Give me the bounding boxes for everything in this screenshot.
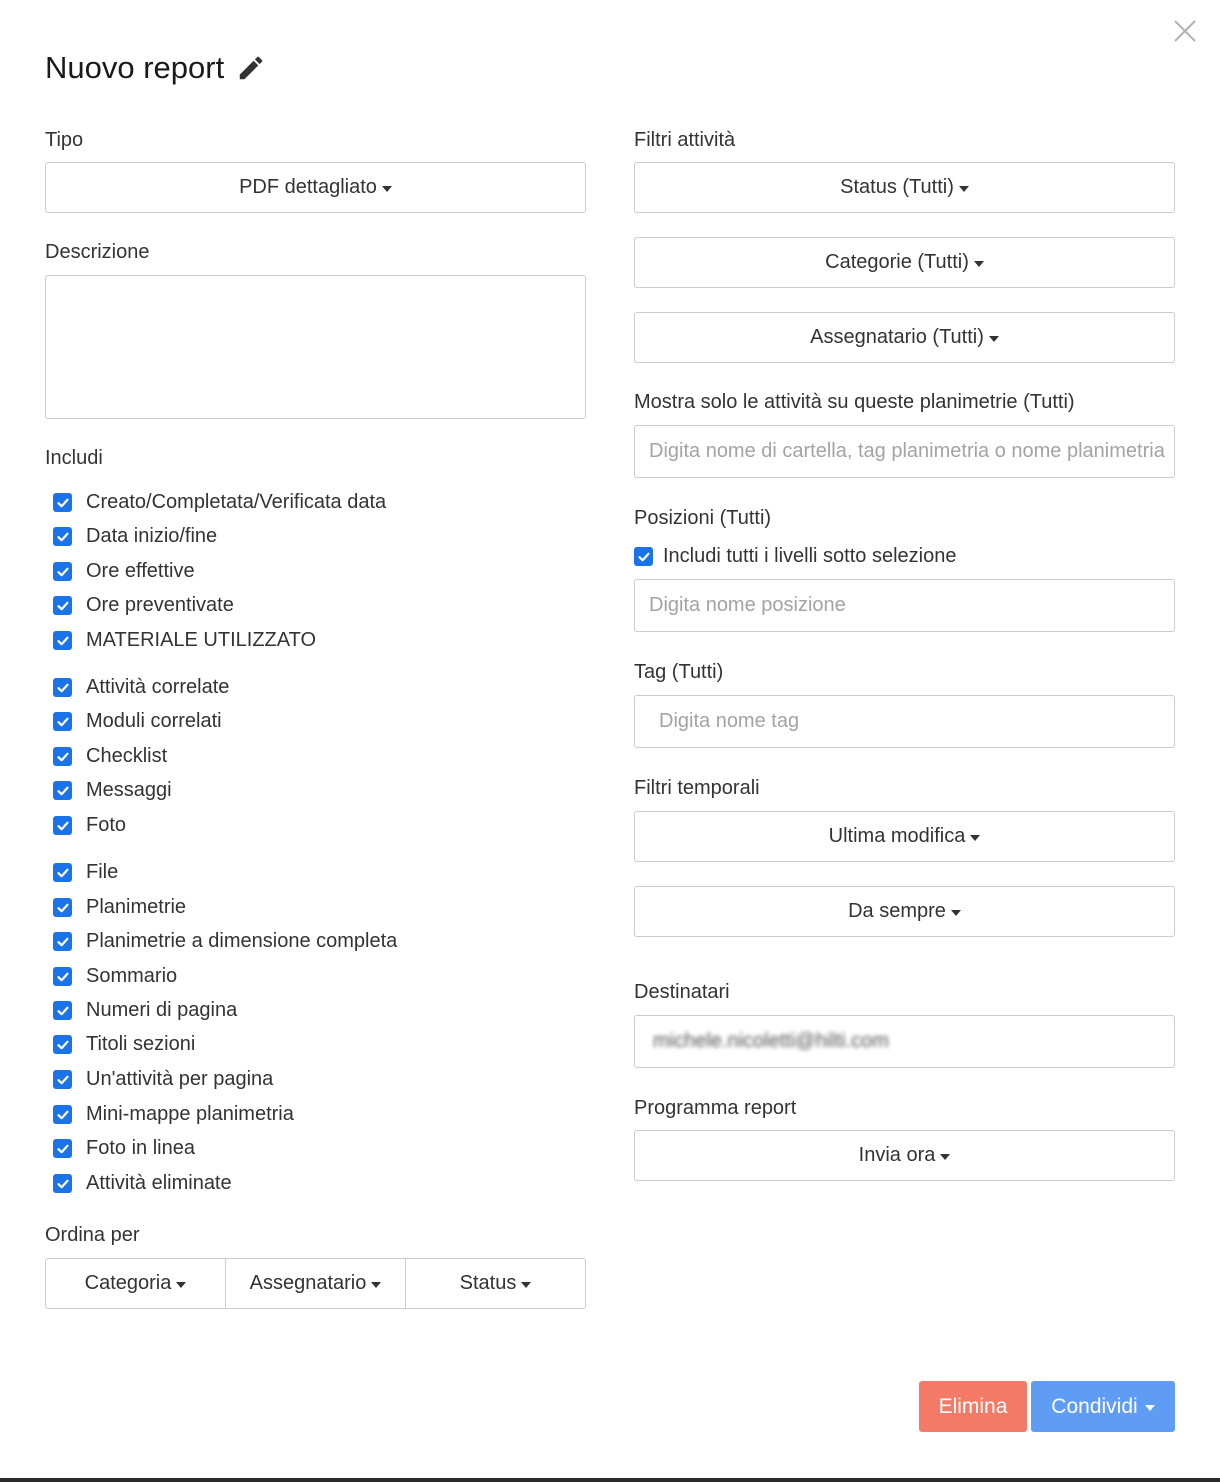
includi-item (53, 594, 234, 617)
includi-checkbox[interactable] (53, 1001, 72, 1020)
includi-checkbox[interactable] (53, 863, 72, 882)
includi-checkbox[interactable] (53, 678, 72, 697)
includi-item (53, 861, 118, 884)
elimina-label: Elimina (938, 1394, 1008, 1418)
includi-checkbox[interactable] (53, 527, 72, 546)
includi-item (53, 1103, 294, 1126)
check-icon (56, 496, 70, 510)
includi-checkbox[interactable] (53, 712, 72, 731)
planimetrie-label: Mostra solo le attività su queste planimetrie (Tutti) (634, 391, 1075, 413)
includi-item-label: Planimetrie (86, 896, 187, 918)
includi-item (53, 1033, 195, 1056)
check-icon (56, 715, 70, 729)
includi-item (53, 999, 237, 1022)
programma-label: Programma report (634, 1097, 797, 1119)
close-icon[interactable] (1172, 18, 1198, 44)
caret-down-icon (959, 186, 969, 192)
includi-checkbox[interactable] (53, 1070, 72, 1089)
caret-down-icon (371, 1282, 381, 1288)
status-dropdown-label: Status (Tutti) (840, 176, 954, 198)
posizioni-label: Posizioni (Tutti) (634, 507, 772, 529)
tipo-label: Tipo (45, 129, 84, 151)
descrizione-textarea[interactable] (45, 275, 586, 419)
check-icon (56, 1108, 70, 1122)
ordina-status-dropdown[interactable] (406, 1258, 586, 1309)
check-icon (56, 1004, 70, 1018)
includi-checkbox[interactable] (53, 631, 72, 650)
check-icon (56, 750, 70, 764)
includi-item-label: Un'attività per pagina (86, 1068, 274, 1090)
ordina-button-group (45, 1258, 586, 1309)
includi-item (53, 779, 172, 802)
check-icon (56, 935, 70, 949)
caret-down-icon (970, 835, 980, 841)
check-icon (637, 550, 651, 564)
caret-down-icon (521, 1282, 531, 1288)
includi-checkbox[interactable] (53, 1139, 72, 1158)
ordina-assegnatario-label: Assegnatario (249, 1272, 367, 1294)
categorie-dropdown-label: Categorie (Tutti) (825, 251, 969, 273)
includi-item-label: MATERIALE UTILIZZATO (86, 629, 317, 651)
includi-item-label: Mini-mappe planimetria (86, 1103, 294, 1125)
ordina-categoria-dropdown[interactable] (45, 1258, 226, 1309)
pencil-icon[interactable] (236, 53, 266, 83)
includi-checkbox[interactable] (53, 493, 72, 512)
ordina-label: Ordina per (45, 1224, 140, 1246)
destinatari-label: Destinatari (634, 981, 730, 1003)
check-icon (56, 901, 70, 915)
condividi-button[interactable] (1031, 1381, 1175, 1432)
includi-item-label: Foto in linea (86, 1137, 195, 1159)
tipo-value: PDF dettagliato (239, 176, 377, 198)
modal-header (45, 50, 266, 86)
ordina-status-label: Status (459, 1272, 517, 1294)
includi-item (53, 491, 386, 514)
destinatari-email: michele.nicoletti@hilti.com (653, 1030, 889, 1052)
check-icon (56, 866, 70, 880)
includi-item-label: Creato/Completata/Verificata data (86, 491, 387, 513)
includi-checkbox[interactable] (53, 1105, 72, 1124)
includi-item-label: Sommario (86, 965, 178, 987)
da-sempre-label: Da sempre (848, 900, 946, 922)
caret-down-icon (951, 910, 961, 916)
includi-item-label: Moduli correlati (86, 710, 222, 732)
includi-checkbox[interactable] (53, 562, 72, 581)
programma-value: Invia ora (858, 1144, 936, 1166)
check-icon (56, 819, 70, 833)
includi-item-label: Foto (86, 814, 127, 836)
check-icon (56, 681, 70, 695)
check-icon (56, 634, 70, 648)
includi-checkbox[interactable] (53, 967, 72, 986)
includi-checkbox[interactable] (53, 816, 72, 835)
check-icon (56, 784, 70, 798)
check-icon (56, 599, 70, 613)
ordina-categoria-label: Categoria (84, 1272, 172, 1294)
includi-item (53, 745, 167, 768)
bottom-divider (0, 1478, 1220, 1482)
includi-item (53, 525, 217, 548)
includi-item (53, 629, 316, 652)
caret-down-icon (176, 1282, 186, 1288)
includi-item (53, 896, 186, 919)
ultima-modifica-dropdown[interactable] (634, 811, 1175, 862)
planimetrie-input[interactable]: Digita nome di cartella, tag planimetria o nome planimetria (634, 425, 1175, 478)
filtri-label: Filtri attività (634, 129, 736, 151)
includi-item-label: Ore effettive (86, 560, 195, 582)
check-icon (56, 970, 70, 984)
categorie-dropdown[interactable] (634, 237, 1175, 288)
includi-item-label: Titoli sezioni (86, 1033, 196, 1055)
posizioni-input[interactable]: Digita nome posizione (634, 579, 1175, 632)
includi-item (53, 1137, 195, 1160)
posizioni-checkbox[interactable] (634, 547, 653, 566)
caret-down-icon (1145, 1405, 1155, 1411)
modal-title: Nuovo report (45, 50, 225, 85)
assegnatario-dropdown-label: Assegnatario (Tutti) (810, 326, 984, 348)
includi-item-label: Ore preventivate (86, 594, 234, 616)
includi-item-label: Planimetrie a dimensione completa (86, 930, 398, 952)
includi-label: Includi (45, 447, 103, 469)
includi-checkbox[interactable] (53, 747, 72, 766)
caret-down-icon (989, 336, 999, 342)
includi-item-label: Messaggi (86, 779, 172, 801)
posizioni-checkbox-row (634, 545, 956, 568)
tag-label: Tag (Tutti) (634, 661, 724, 683)
tag-input[interactable]: Digita nome tag (634, 695, 1175, 748)
caret-down-icon (940, 1154, 950, 1160)
includi-item-label: Attività correlate (86, 676, 230, 698)
includi-item-label: File (86, 861, 119, 883)
da-sempre-dropdown[interactable] (634, 886, 1175, 937)
includi-item-label: Checklist (86, 745, 168, 767)
includi-item (53, 710, 222, 733)
includi-item (53, 930, 397, 953)
includi-checkbox[interactable] (53, 898, 72, 917)
includi-checkbox[interactable] (53, 596, 72, 615)
includi-item (53, 1172, 232, 1195)
check-icon (56, 1142, 70, 1156)
check-icon (56, 1177, 70, 1191)
includi-item-label: Data inizio/fine (86, 525, 218, 547)
includi-checkbox[interactable] (53, 1035, 72, 1054)
includi-item (53, 1068, 273, 1091)
includi-item (53, 965, 177, 988)
caret-down-icon (382, 186, 392, 192)
caret-down-icon (974, 261, 984, 267)
status-dropdown[interactable] (634, 162, 1175, 213)
includi-item-label: Numeri di pagina (86, 999, 238, 1021)
includi-item (53, 560, 195, 583)
includi-item-label: Attività eliminate (86, 1172, 232, 1194)
check-icon (56, 565, 70, 579)
temporali-label: Filtri temporali (634, 777, 760, 799)
ordina-assegnatario-dropdown[interactable] (226, 1258, 406, 1309)
check-icon (56, 530, 70, 544)
posizioni-checkbox-label: Includi tutti i livelli sotto selezione (663, 545, 957, 567)
includi-checkbox[interactable] (53, 1174, 72, 1193)
check-icon (56, 1073, 70, 1087)
includi-item (53, 814, 126, 837)
check-icon (56, 1038, 70, 1052)
destinatari-input[interactable] (634, 1015, 1175, 1068)
tipo-dropdown[interactable] (45, 162, 586, 213)
condividi-label: Condividi (1051, 1394, 1138, 1418)
includi-checkbox[interactable] (53, 781, 72, 800)
ultima-modifica-label: Ultima modifica (828, 825, 966, 847)
assegnatario-dropdown[interactable] (634, 312, 1175, 363)
programma-dropdown[interactable] (634, 1130, 1175, 1181)
includi-checkbox[interactable] (53, 932, 72, 951)
descrizione-label: Descrizione (45, 241, 150, 263)
elimina-button[interactable] (919, 1381, 1027, 1432)
includi-item (53, 676, 229, 699)
